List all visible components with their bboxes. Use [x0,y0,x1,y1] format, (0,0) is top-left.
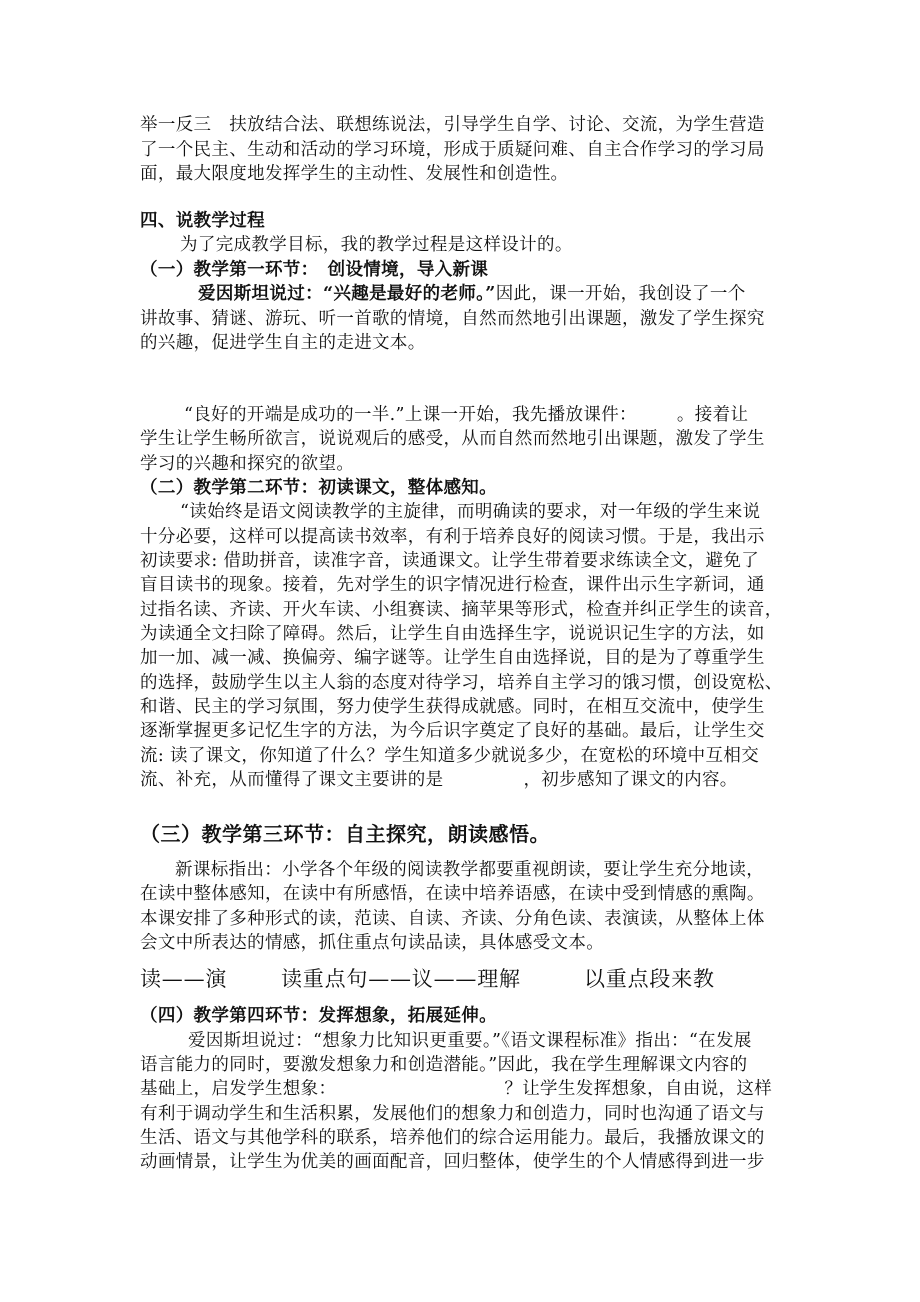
paragraph-line: “读始终是语文阅读教学的主旋律，而明确读的要求，对一年级的学生来说 [180,502,761,522]
line-end: ，初步感知了课文的内容。 [523,770,738,790]
paragraph-line [140,768,790,792]
paragraph-line: 学习的兴趣和探究的欲望。 [140,454,355,474]
line-start: 流、补充，从而懂得了课文主要讲的是 [140,770,444,790]
method-item: 以重点段来教 [584,967,715,991]
paragraph-line: 在读中整体感知，在读中有所感悟，在读中培养语感，在读中受到情感的熏陶。 [140,884,765,904]
paragraph-line: 逐渐掌握更多记忆生字的方法，为今后识字奠定了良好的基础。最后，让学生交 [140,721,765,741]
paragraph-line: 加一加、减一减、换偏旁、编字谜等。让学生自由选择说，目的是为了尊重学生 [140,648,765,668]
quote-line [198,282,848,306]
paragraph-line: 盲目读书的现象。接着，先对学生的识字情况进行检查，课件出示生字新词，通 [140,575,765,595]
paragraph-line: 面，最大限度地发挥学生的主动性、发展性和创造性。 [140,164,569,184]
method-item: 读重点句——议——理解 [281,967,521,991]
paragraph-line: 举一反三 扶放结合法、联想练说法，引导学生自学、讨论、交流，为学生营造 [140,115,765,135]
paragraph-line: 学生让学生畅所欲言，说说观后的感受，从而自然而然地引出课题，激发了学生 [140,429,765,449]
paragraph-line: 过指名读、齐读、开火车读、小组赛读、摘苹果等形式，检查并纠正学生的读音， [140,600,783,620]
paragraph-line [140,1077,790,1101]
paragraph-line: 初读要求: 借助拼音，读准字音，读通课文。让学生带着要求练读全文，避免了 [140,551,760,571]
quote-lead: 爱因斯坦说过： [198,284,323,304]
paragraph-line: 了一个民主、生动和活动的学习环境，形成于质疑问难、自主合作学习的学习局 [140,140,765,160]
paragraph-line: 为读通全文扫除了障碍。然后，让学生自由选择生字，说说识记生字的方法，如 [140,624,765,644]
paragraph-line: 语言能力的同时，要激发想象力和创造潜能。”因此，我在学生理解课文内容的 [140,1055,748,1075]
step-heading: （四）教学第四环节：发挥想象，拓展延伸。 [140,1006,497,1026]
paragraph-line: 爱因斯坦说过：“想象力比知识更重要。”《语文课程标准》指出：“在发展 [188,1031,752,1051]
step-heading: （二）教学第二环节：初读课文，整体感知。 [140,478,497,498]
paragraph-line: 新课标指出：小学各个年级的阅读教学都要重视朗读，要让学生充分地读， [175,860,765,880]
paragraph-line [184,403,834,427]
method-item: 读——演 [140,967,228,991]
paragraph-line: 的选择，鼓励学生以主人翁的态度对待学习，培养自主学习的饿习惯，创设宽松、 [140,673,783,693]
line-start: 基础上，启发学生想象： [140,1079,337,1099]
paragraph-line: 本课安排了多种形式的读，范读、自读、齐读、分角色读、表演读，从整体上体 [140,909,765,929]
paragraph-line: 动画情景，让学生为优美的画面配音，回归整体，使学生的个人情感得到进一步 [140,1152,765,1172]
paragraph-line: 生活、语文与其他学科的联系，培养他们的综合运用能力。最后，我播放课文的 [140,1128,765,1148]
quote-text: “兴趣是最好的老师。” [322,284,496,304]
paragraph-line: 讲故事、猜谜、游玩、听一首歌的情境，自然而然地引出课题，激发了学生探究 [140,309,765,329]
intro-text-end: 。接着让 [676,405,749,425]
intro-text: “良好的开端是成功的一半.”上课一开始，我先播放课件： [184,405,637,425]
paragraph-line: 流: 读了课文，你知道了什么？学生知道多少就说多少，在宽松的环境中互相交 [140,746,760,766]
paragraph-line: 和谐、民主的学习氛围，努力使学生获得成就感。同时，在相互交流中，使学生 [140,697,765,717]
paragraph-line: 为了完成教学目标，我的教学过程是这样设计的。 [180,235,573,255]
line-end: ？让学生发挥想象，自由说，这样 [504,1079,773,1099]
quote-after: 因此，课一开始，我创设了一个 [495,284,746,304]
section-heading: 四、说教学过程 [140,211,265,231]
paragraph-line: 的兴趣，促进学生自主的走进文本。 [140,333,426,353]
step-heading-large: （三）教学第三环节：自主探究，朗读感悟。 [140,822,550,846]
step-heading: （一）教学第一环节： 创设情境，导入新课 [140,260,489,280]
paragraph-line: 会文中所表达的情感，抓住重点句读品读，具体感受文本。 [140,933,605,953]
paragraph-line: 有利于调动学生和生活积累，发展他们的想象力和创造力，同时也沟通了语文与 [140,1104,765,1124]
paragraph-line: 十分必要，这样可以提高读书效率，有利于培养良好的阅读习惯。于是，我出示 [140,527,765,547]
